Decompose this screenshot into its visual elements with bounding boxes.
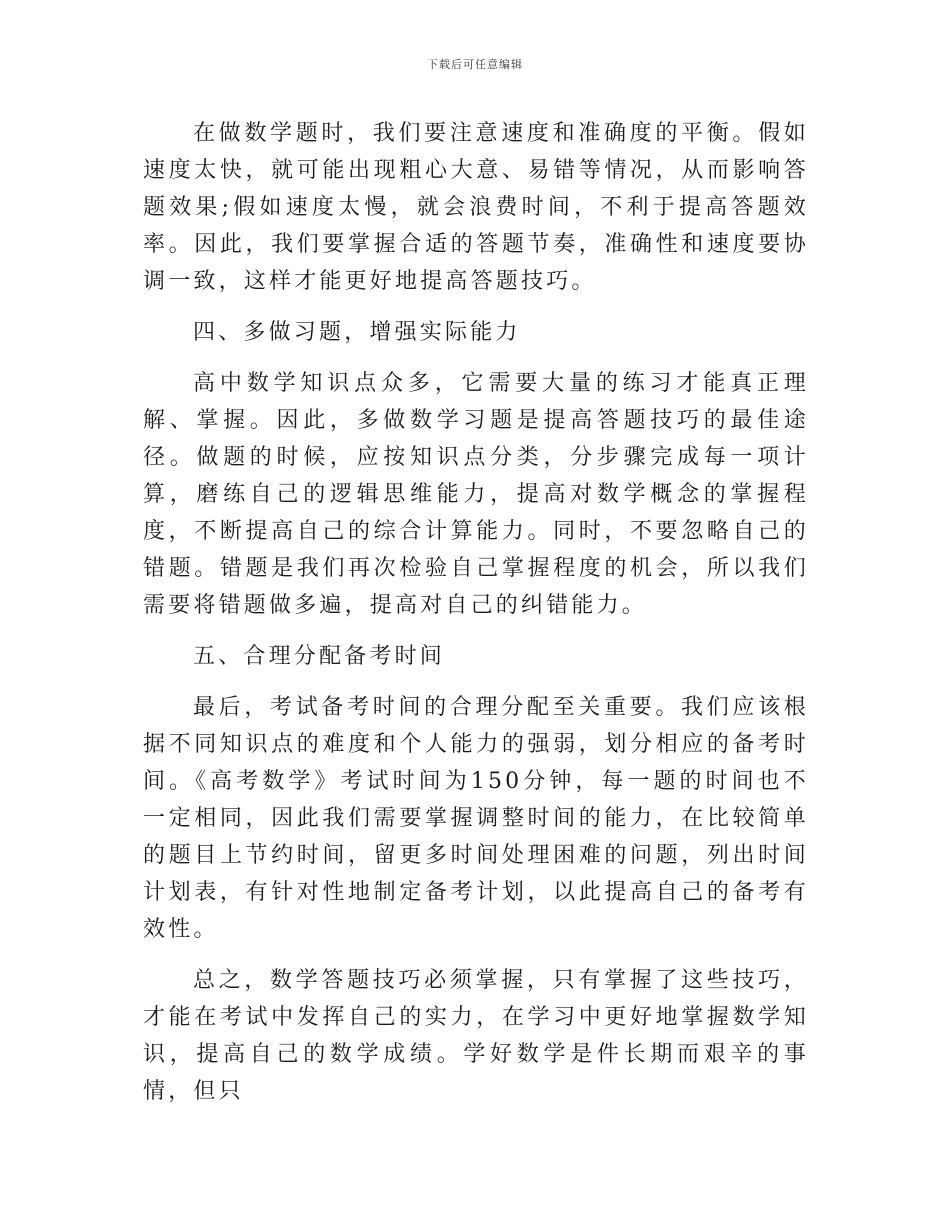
- paragraph-practice: 高中数学知识点众多，它需要大量的练习才能真正理解、掌握。因此，多做数学习题是提高答题技巧的最佳途径。做题的时候，应按知识点分类，分步骤完成每一项计算，磨练自己的逻辑思维能力，提高对数学概念的掌握程度，不断提高自己的综合计算能力。同时，不要忽略自己的错题。错题是我们再次检验自己掌握程度的机会，所以我们需要将错题做多遍，提高对自己的纠错能力。: [143, 371, 809, 618]
- paragraph-time-allocation: 最后，考试备考时间的合理分配至关重要。我们应该根据不同知识点的难度和个人能力的强弱，划分相应的备考时间。《高考数学》考试时间为150分钟，每一题的时间也不一定相同，因此我们需要掌握调整时间的能力，在比较简单的题目上节约时间，留更多时间处理困难的问题，列出时间计划表，有针对性地制定备考计划，以此提高自己的备考有效性。: [143, 695, 809, 942]
- paragraph-speed-accuracy: 在做数学题时，我们要注意速度和准确度的平衡。假如速度太快，就可能出现粗心大意、易错等情况，从而影响答题效果;假如速度太慢，就会浪费时间，不利于提高答题效率。因此，我们要掌握合适的答题节奏，准确性和速度要协调一致，这样才能更好地提高答题技巧。: [143, 121, 809, 294]
- page-header: 下载后可任意编辑: [427, 58, 523, 71]
- document-body: [143, 115, 809, 1124]
- paragraph-conclusion: 总之，数学答题技巧必须掌握，只有掌握了这些技巧，才能在考试中发挥自己的实力，在学习中更好地掌握数学知识，提高自己的数学成绩。学好数学是件长期而艰辛的事情，但只: [143, 968, 809, 1104]
- section-heading-practice: 四、多做习题，增强实际能力: [193, 320, 521, 345]
- section-heading-time-allocation: 五、合理分配备考时间: [193, 644, 446, 669]
